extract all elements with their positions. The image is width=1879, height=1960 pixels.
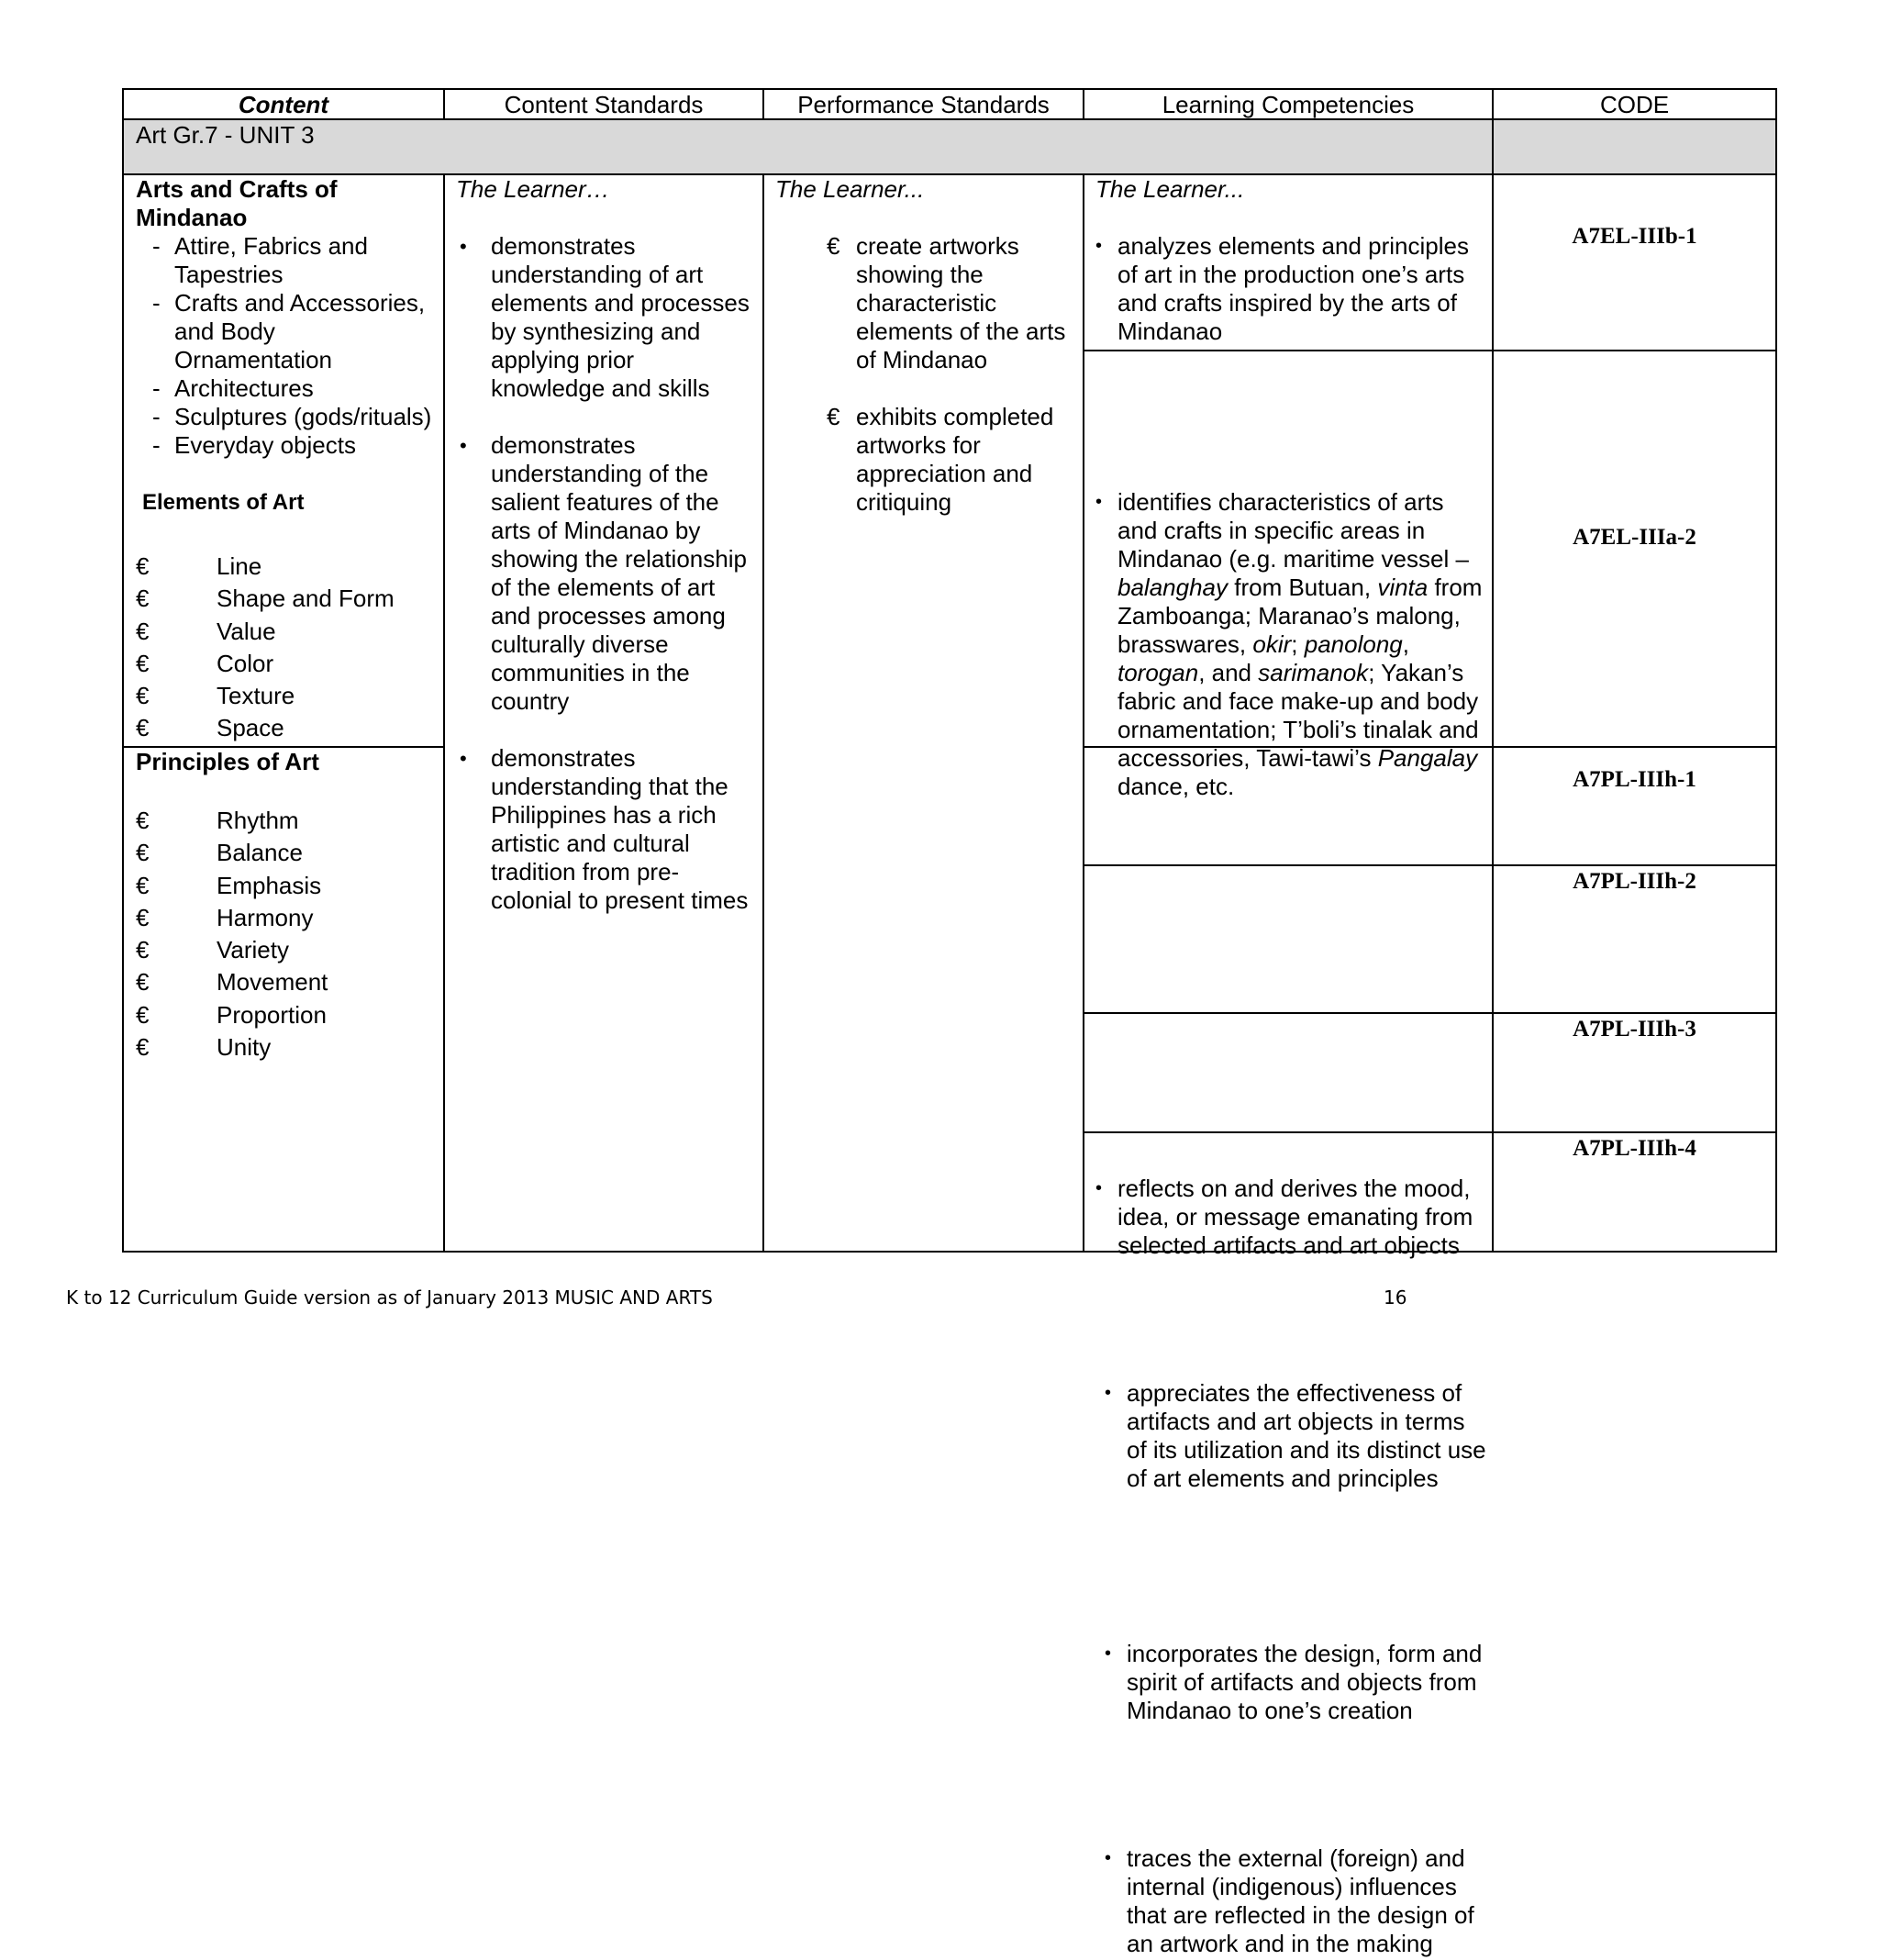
learning-competency-3: • reflects on and derives the mood, idea, or message emanating from selected artifacts and art objects	[1095, 1175, 1473, 1259]
principle-item: € Balance	[136, 839, 303, 867]
content-standards-list	[456, 232, 754, 915]
content-standard-item: • demonstrates understanding that the Philippines has a rich artistic and cultural tradition from pre-colonial to present times	[460, 744, 749, 914]
element-item: € Line	[136, 552, 262, 580]
content-standards-column	[456, 175, 754, 915]
principles-heading: Principles of Art	[136, 748, 319, 775]
content-column	[136, 175, 439, 460]
performance-standards-lead: The Learner...	[775, 175, 925, 203]
code-cell: A7PL-IIIh-2	[1573, 869, 1696, 894]
topic-item: - Attire, Fabrics and Tapestries	[152, 232, 368, 288]
topic-item: - Crafts and Accessories, and Body Ornamentation	[152, 289, 426, 373]
topic-item: - Everyday objects	[152, 431, 356, 459]
principle-item: € Unity	[136, 1033, 272, 1062]
principle-item: € Harmony	[136, 903, 314, 931]
principle-item: € Rhythm	[136, 807, 299, 834]
element-item: € Texture	[136, 682, 295, 710]
principle-item: € Proportion	[136, 1000, 327, 1029]
topic-item: - Sculptures (gods/rituals)	[152, 403, 432, 430]
element-item: € Shape and Form	[136, 585, 395, 613]
learning-competency-6: • traces the external (foreign) and internal (indigenous) influences that are reflected in the design of an artwork and in the making	[1105, 1844, 1474, 1957]
header-code: CODE	[1599, 91, 1670, 118]
code-cell: A7PL-IIIh-3	[1573, 1017, 1696, 1041]
learning-competencies-lead: The Learner...	[1095, 175, 1245, 203]
learning-competency-2: • identifies characteristics of arts and crafts in specific areas in Mindanao (e.g. maritime vessel – balanghay from Butuan, vinta from Zamboanga; Maranao’s malong, brasswares, okir; panolong, torogan, and sarimanok; Yakan’s fabric and face make-up and body ornamentation; T’boli’s tinalak and accessories, Tawi-tawi’s Pangalay dance, etc.	[1095, 488, 1483, 800]
header-content-standards: Content Standards	[504, 91, 704, 118]
principles-list	[136, 805, 439, 1064]
code-cell: A7EL-IIIa-2	[1573, 525, 1696, 550]
code-cell: A7EL-IIIb-1	[1572, 224, 1697, 249]
elements-list	[136, 551, 439, 745]
code-cell: A7PL-IIIh-4	[1573, 1136, 1696, 1161]
element-item: € Value	[136, 617, 276, 645]
content-standard-item: • demonstrates understanding of the salient features of the arts of Mindanao by showing the relationship of the elements of art and processes among culturally diverse communities in the country	[460, 431, 747, 715]
performance-standard-item: € exhibits completed artworks for appreciation and critiquing	[827, 403, 1054, 516]
unit-label: Art Gr.7 - UNIT 3	[136, 121, 315, 149]
header-content: Content	[238, 91, 329, 118]
performance-standards-column	[775, 175, 1073, 517]
principle-item: € Variety	[136, 936, 289, 964]
content-standard-item: • demonstrates understanding of art elements and processes by synthesizing and applying prior knowledge and skills	[460, 232, 750, 402]
learning-competency-1: • analyzes elements and principles of art in the production one’s arts and crafts inspired by the arts of Mindanao	[1095, 232, 1469, 345]
elements-heading: Elements of Art	[142, 490, 305, 515]
footer-text: K to 12 Curriculum Guide version as of January 2013 MUSIC AND ARTS	[66, 1286, 713, 1309]
principle-item: € Emphasis	[136, 871, 322, 899]
element-item: € Color	[136, 649, 274, 677]
learning-competency-5: • incorporates the design, form and spirit of artifacts and objects from Mindanao to one’s creation	[1105, 1640, 1483, 1724]
topic-item: - Architectures	[152, 374, 314, 402]
learning-competency-4: • appreciates the effectiveness of artifacts and art objects in terms of its utilization and its distinct use of art elements and principles	[1105, 1379, 1486, 1492]
header-learning-competencies: Learning Competencies	[1162, 91, 1415, 118]
page-number: 16	[1384, 1286, 1407, 1309]
topic-list	[136, 232, 439, 460]
performance-standard-item: € create artworks showing the characteristic elements of the arts of Mindanao	[827, 232, 1066, 373]
header-performance-standards: Performance Standards	[797, 91, 1050, 118]
code-cell: A7PL-IIIh-1	[1573, 767, 1696, 792]
element-item: € Space	[136, 714, 284, 742]
principle-item: € Movement	[136, 968, 328, 997]
content-standards-lead: The Learner…	[456, 175, 610, 203]
content-title: Arts and Crafts of Mindanao	[136, 175, 338, 231]
